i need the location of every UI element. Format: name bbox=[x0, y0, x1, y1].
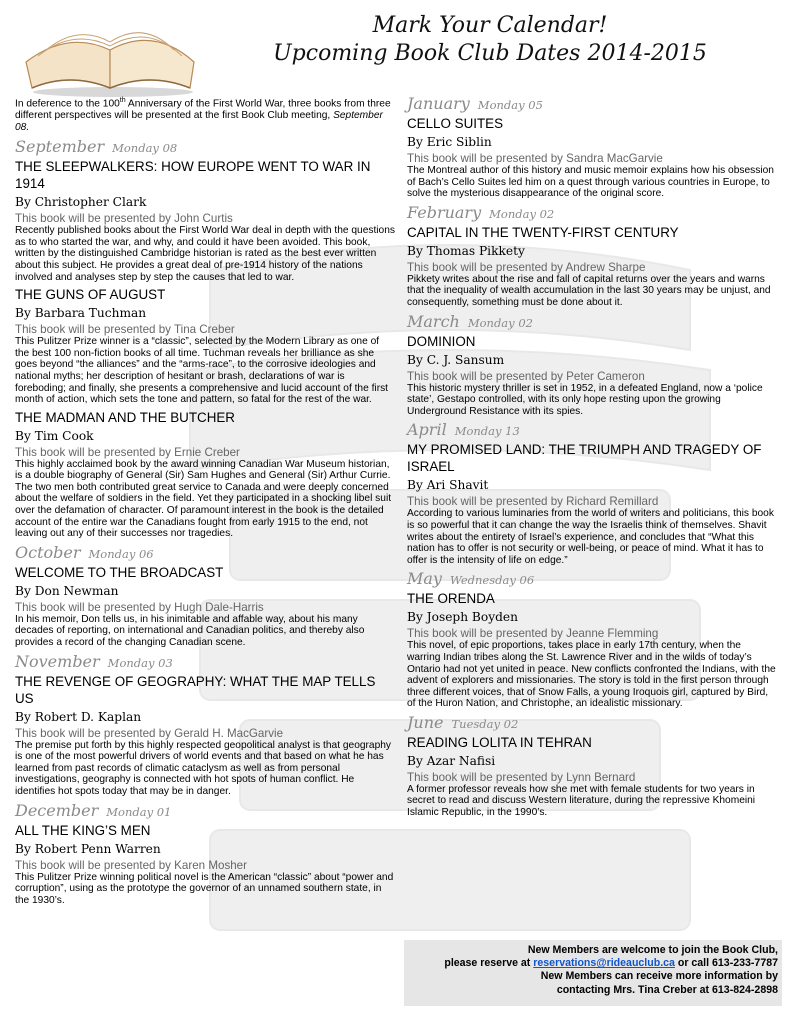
intro-text bbox=[15, 95, 395, 133]
book-title: READING LOLITA IN TEHRAN bbox=[407, 734, 592, 750]
book-entry bbox=[15, 822, 395, 907]
book-presenter: This book will be presented by Ernie Creber bbox=[15, 445, 240, 459]
book-description: Pikkety writes about the rise and fall of capital returns over the years and warns that the inequality of wealth accumulation in the last 30 years may be unjust, and consequently, something must be done about it. bbox=[407, 273, 771, 308]
book-title: THE GUNS OF AUGUST bbox=[15, 287, 166, 303]
right-column bbox=[407, 92, 777, 822]
title-line-2: Upcoming Book Club Dates 2014-2015 bbox=[273, 41, 707, 66]
book-presenter: This book will be presented by Karen Mosher bbox=[15, 858, 247, 872]
book-author: By Joseph Boyden bbox=[407, 610, 518, 625]
meeting-day: Monday 01 bbox=[106, 804, 172, 819]
book-author: By C. J. Sansum bbox=[407, 352, 505, 367]
month-section bbox=[407, 94, 777, 200]
left-column bbox=[15, 92, 395, 909]
meeting-day: Monday 06 bbox=[88, 546, 154, 561]
book-title: ALL THE KING’S MEN bbox=[15, 822, 151, 838]
book-title: MY PROMISED LAND: THE TRIUMPH AND TRAGEDY OF ISRAEL bbox=[407, 442, 762, 475]
book-title: DOMINION bbox=[407, 333, 476, 349]
book-presenter: This book will be presented by Sandra MacGarvie bbox=[407, 152, 663, 165]
month-heading bbox=[407, 713, 777, 734]
month-name: December bbox=[15, 800, 99, 820]
book-entry bbox=[407, 224, 777, 309]
footer-line-4: contacting Mrs. Tina Creber at 613-824-2898 bbox=[556, 983, 778, 996]
book-entry bbox=[407, 441, 777, 566]
footer-line-2-pre: please reserve at bbox=[444, 957, 534, 970]
month-heading bbox=[407, 312, 777, 333]
month-section bbox=[407, 713, 777, 819]
book-author: By Robert D. Kaplan bbox=[15, 709, 142, 724]
month-heading bbox=[407, 420, 777, 441]
month-name: May bbox=[407, 569, 442, 589]
intro-date: September 08. bbox=[15, 109, 383, 133]
month-heading bbox=[407, 569, 777, 590]
footer-line-2 bbox=[444, 957, 778, 970]
footer-line-1: New Members are welcome to join the Book Club, bbox=[527, 944, 778, 956]
book-presenter: This book will be presented by Richard Remillard bbox=[407, 495, 659, 509]
month-name: September bbox=[15, 137, 105, 157]
month-section bbox=[15, 137, 395, 540]
book-title: WELCOME TO THE BROADCAST bbox=[15, 564, 224, 580]
book-presenter: This book will be presented by John Curtis bbox=[15, 212, 233, 226]
intro-part2: Anniversary of the First World War, three books from three different perspectives will be presented at the first Book Club meeting, bbox=[15, 98, 391, 121]
book-title: THE SLEEPWALKERS: HOW EUROPE WENT TO WAR IN 1914 bbox=[15, 159, 371, 192]
book-entry bbox=[15, 673, 395, 798]
month-name: January bbox=[407, 94, 470, 113]
month-name: June bbox=[407, 712, 444, 732]
book-entry bbox=[407, 333, 777, 418]
book-title: CELLO SUITES bbox=[407, 116, 503, 131]
book-author: By Don Newman bbox=[15, 583, 119, 598]
book-entry bbox=[407, 115, 777, 200]
book-description: The Montreal author of this history and music memoir explains how his obsession of Bach’s Cello Suites led him on a quest through various countries in Europe, to solve the mysterious disappearance of the original score. bbox=[407, 165, 774, 200]
meeting-day: Tuesday 02 bbox=[451, 716, 519, 731]
month-heading bbox=[15, 543, 395, 564]
month-section bbox=[407, 569, 777, 710]
meeting-day: Monday 08 bbox=[112, 141, 178, 156]
book-entry bbox=[15, 564, 395, 649]
book-description: According to various luminaries from the world of writers and politicians, this book is so powerful that it can change the way the Israelis think of themselves. Shavit writes about the entirety of Israel’s experience, and concludes that “What this nation has to offer is not security or well-being, or peace of mind. What it has to offer is the intensity of life on edge.” bbox=[407, 508, 774, 566]
book-description: This Pulitzer Prize winner is a “classic”, selected by the Modern Library as one of the best 100 non-fiction books of all time. Tuchman reveals her brilliance as she goes beyond “the alliances” and the “arms-race”, to the corrosive ideologies and national myths; her description of hesitant or brash, declarations of war is foreboding; and finally, she presents a comprehensive and lucid account of the first month of action, which sets the tone and pattern, so fatal for the rest of the war. bbox=[15, 336, 389, 406]
book-description: Recently published books about the First World War deal in depth with the questions as to who started the war, and why, and could it have been avoided. This book, written by the distinguished Cambridge historian is rated as the best ever written about this subject. He provides a great deal of pre-1914 history of the nations involved and analyses step by step the causes that led to war. bbox=[15, 225, 395, 283]
meeting-day: Monday 03 bbox=[107, 655, 173, 670]
book-presenter: This book will be presented by Lynn Bernard bbox=[407, 770, 636, 784]
meeting-day: Monday 02 bbox=[489, 206, 555, 221]
month-section bbox=[15, 801, 395, 907]
month-heading bbox=[407, 94, 777, 115]
book-author: By Eric Siblin bbox=[407, 135, 492, 149]
month-name: November bbox=[15, 651, 100, 671]
book-entry bbox=[15, 409, 395, 540]
meeting-day: Monday 02 bbox=[467, 315, 533, 330]
month-section bbox=[15, 652, 395, 798]
month-name: April bbox=[407, 420, 447, 440]
open-book-logo bbox=[18, 20, 198, 100]
intro-part1: In deference to the 100 bbox=[15, 98, 120, 110]
month-heading bbox=[15, 801, 395, 822]
month-heading bbox=[15, 652, 395, 673]
book-author: By Azar Nafisi bbox=[407, 753, 496, 768]
book-author: By Barbara Tuchman bbox=[15, 306, 147, 321]
month-heading bbox=[15, 137, 395, 158]
book-presenter: This book will be presented by Hugh Dale-Harris bbox=[15, 600, 264, 614]
left-month-list bbox=[15, 137, 395, 906]
month-name: March bbox=[407, 311, 460, 331]
page-title bbox=[210, 12, 770, 68]
book-presenter: This book will be presented by Tina Creber bbox=[15, 323, 235, 337]
month-section bbox=[15, 543, 395, 649]
month-heading bbox=[407, 203, 777, 224]
book-description: The premise put forth by this highly respected geopolitical analyst is that geography is one of the most powerful drivers of world events and that based on what he has learned from past records of climatic cataclysm as well as from personal investigations, geography is connected with hot spots of human conflict. He identifies hot spots today that may be in danger. bbox=[15, 739, 392, 798]
membership-footer bbox=[404, 940, 782, 1006]
book-description: In his memoir, Don tells us, in his inimitable and affable way, about his many decades of reporting, on international and Canadian politics, and thereby also provides a record of the changing Canadian scene. bbox=[15, 613, 365, 649]
book-author: By Christopher Clark bbox=[15, 195, 147, 210]
book-presenter: This book will be presented by Andrew Sharpe bbox=[407, 260, 646, 274]
book-description: A former professor reveals how she met with female students for two years in secret to read and discuss Western literature, during the repressive Khomeini Islamic Republic, in the 1990’s. bbox=[407, 783, 756, 819]
book-presenter: This book will be presented by Gerald H. MacGarvie bbox=[15, 726, 284, 740]
footer-line-3: New Members can receive more information by bbox=[540, 970, 778, 983]
book-author: By Tim Cook bbox=[15, 428, 94, 443]
month-section bbox=[407, 420, 777, 566]
book-description: This historic mystery thriller is set in 1952, in a defeated England, now a ‘police state’, Gestapo controlled, with its only hope resting upon the growing Underground Resistance with its spies. bbox=[407, 382, 763, 417]
meeting-day: Wednesday 06 bbox=[449, 573, 535, 588]
month-section bbox=[407, 203, 777, 309]
month-name: October bbox=[15, 542, 81, 562]
title-line-1: Mark Your Calendar! bbox=[372, 13, 608, 38]
meeting-day: Monday 13 bbox=[454, 424, 520, 439]
book-presenter: This book will be presented by Jeanne Flemming bbox=[407, 627, 659, 641]
book-description: This Pulitzer Prize winning political novel is the American “classic” about “power and corruption”, using as the prototype the governor of an unnamed southern state, in the 1930’s. bbox=[15, 871, 394, 906]
book-author: By Thomas Pikkety bbox=[407, 243, 525, 258]
book-description: This novel, of epic proportions, takes place in early 17th century, when the warring Indian tribes along the St. Lawrence River and in the wilds of today’s Ontario had not yet united in peace. New conflicts confronted the Indians, with the advent of explorers and missionaries. The story is told in the first person through three different voices, that of Snow Falls, a young Iroquois girl, captured by Bird, of the Huron Nation, and Christophe, an idealistic missionary. bbox=[407, 640, 776, 710]
book-entry bbox=[407, 590, 777, 710]
book-entry bbox=[407, 734, 777, 819]
book-title: CAPITAL IN THE TWENTY-FIRST CENTURY bbox=[407, 224, 679, 240]
book-title: THE MADMAN AND THE BUTCHER bbox=[15, 409, 235, 425]
meeting-day: Monday 05 bbox=[477, 98, 543, 112]
right-month-list bbox=[407, 94, 777, 819]
book-entry bbox=[15, 286, 395, 406]
book-author: By Ari Shavit bbox=[407, 478, 489, 493]
book-entry bbox=[15, 158, 395, 283]
reservation-email-link[interactable]: reservations@rideauclub.ca bbox=[533, 957, 675, 970]
month-section bbox=[407, 312, 777, 418]
book-title: THE ORENDA bbox=[407, 591, 495, 607]
book-author: By Robert Penn Warren bbox=[15, 841, 161, 856]
book-title: THE REVENGE OF GEOGRAPHY: WHAT THE MAP TELLS US bbox=[15, 673, 376, 706]
intro-sup: th bbox=[119, 97, 126, 104]
footer-line-2-post: or call 613-233-7787 bbox=[674, 957, 778, 970]
book-description: This highly acclaimed book by the award winning Canadian War Museum historian, is a double biography of General (Sir) Sam Hughes and General (Sir) Arthur Currie. The two men both contributed great service to Canada and were deeply concerned about the welfare of soldiers in the field. Yet they participated in a shocking libel suit over the defamation of character. Of paramount interest in the book is the detailed account of the entire war the Canadians fought from early 1915 to the end, not leaving out any of their successes nor tragedies. bbox=[15, 458, 392, 540]
book-presenter: This book will be presented by Peter Cameron bbox=[407, 369, 645, 383]
month-name: February bbox=[407, 202, 482, 222]
